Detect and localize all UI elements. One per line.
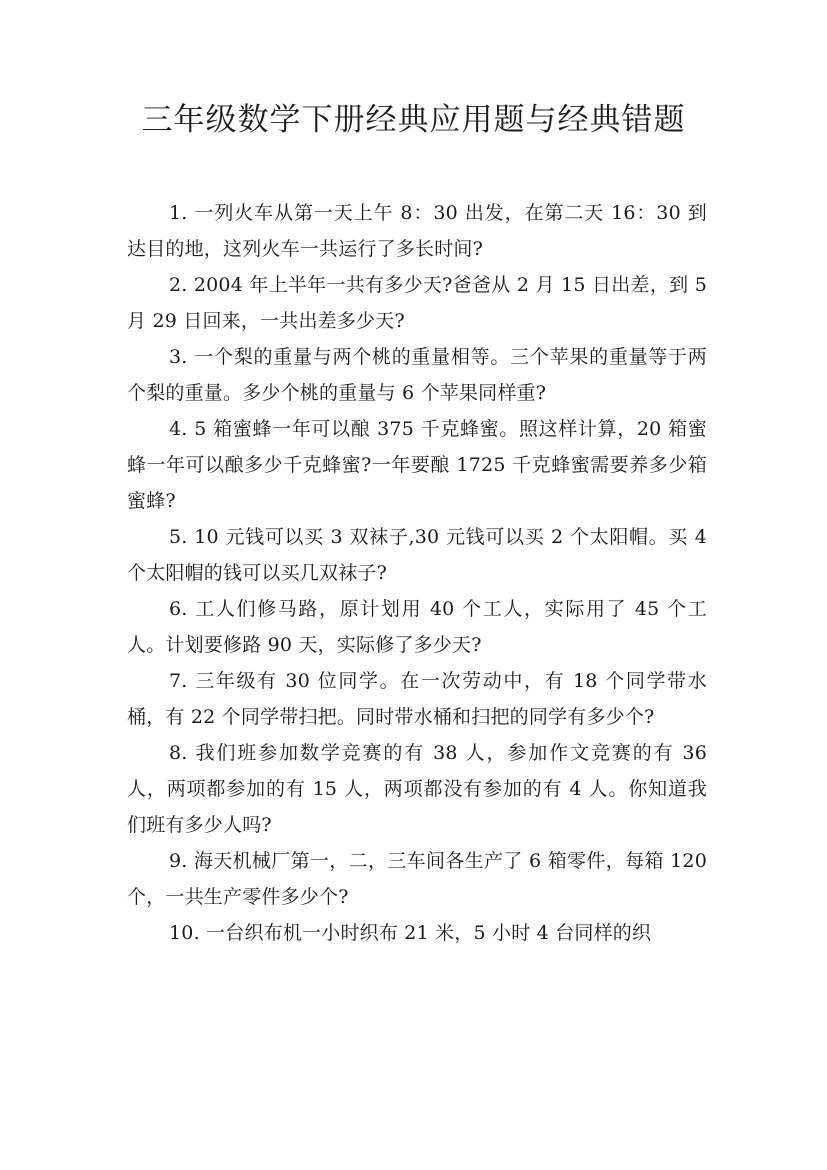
question-6: 6. 工人们修马路，原计划用 40 个工人，实际用了 45 个工人。计划要修路 90 天，实际修了多少天?: [127, 598, 707, 656]
question-10: 10. 一台织布机一小时织布 21 米，5 小时 4 台同样的织: [169, 922, 652, 944]
question-4: 4. 5 箱蜜蜂一年可以酿 375 千克蜂蜜。照这样计算，20 箱蜜蜂一年可以酿多少千克蜂蜜?一年要酿 1725 千克蜂蜜需要养多少箱蜜蜂?: [127, 418, 707, 512]
question-9: 9. 海天机械厂第一，二，三车间各生产了 6 箱零件，每箱 120 个，一共生产零件多少个?: [127, 850, 707, 908]
document-title: 三年级数学下册经典应用题与经典错题: [141, 102, 686, 138]
question-1: 1. 一列火车从第一天上午 8：30 出发，在第二天 16：30 到达目的地，这列火车一共运行了多长时间?: [127, 202, 707, 260]
question-7: 7. 三年级有 30 位同学。在一次劳动中，有 18 个同学带水桶，有 22 个同学带扫把。同时带水桶和扫把的同学有多少个?: [127, 670, 707, 728]
question-8: 8. 我们班参加数学竞赛的有 38 人，参加作文竞赛的有 36 人，两项都参加的有 15 人，两项都没有参加的有 4 人。你知道我们班有多少人吗?: [127, 742, 707, 836]
question-5: 5. 10 元钱可以买 3 双袜子,30 元钱可以买 2 个太阳帽。买 4 个太阳帽的钱可以买几双袜子?: [127, 526, 707, 584]
question-2: 2. 2004 年上半年一共有多少天?爸爸从 2 月 15 日出差，到 5 月 29 日回来，一共出差多少天?: [127, 274, 707, 332]
question-3: 3. 一个梨的重量与两个桃的重量相等。三个苹果的重量等于两个梨的重量。多少个桃的重量与 6 个苹果同样重?: [127, 346, 707, 404]
question-list: [127, 195, 707, 951]
